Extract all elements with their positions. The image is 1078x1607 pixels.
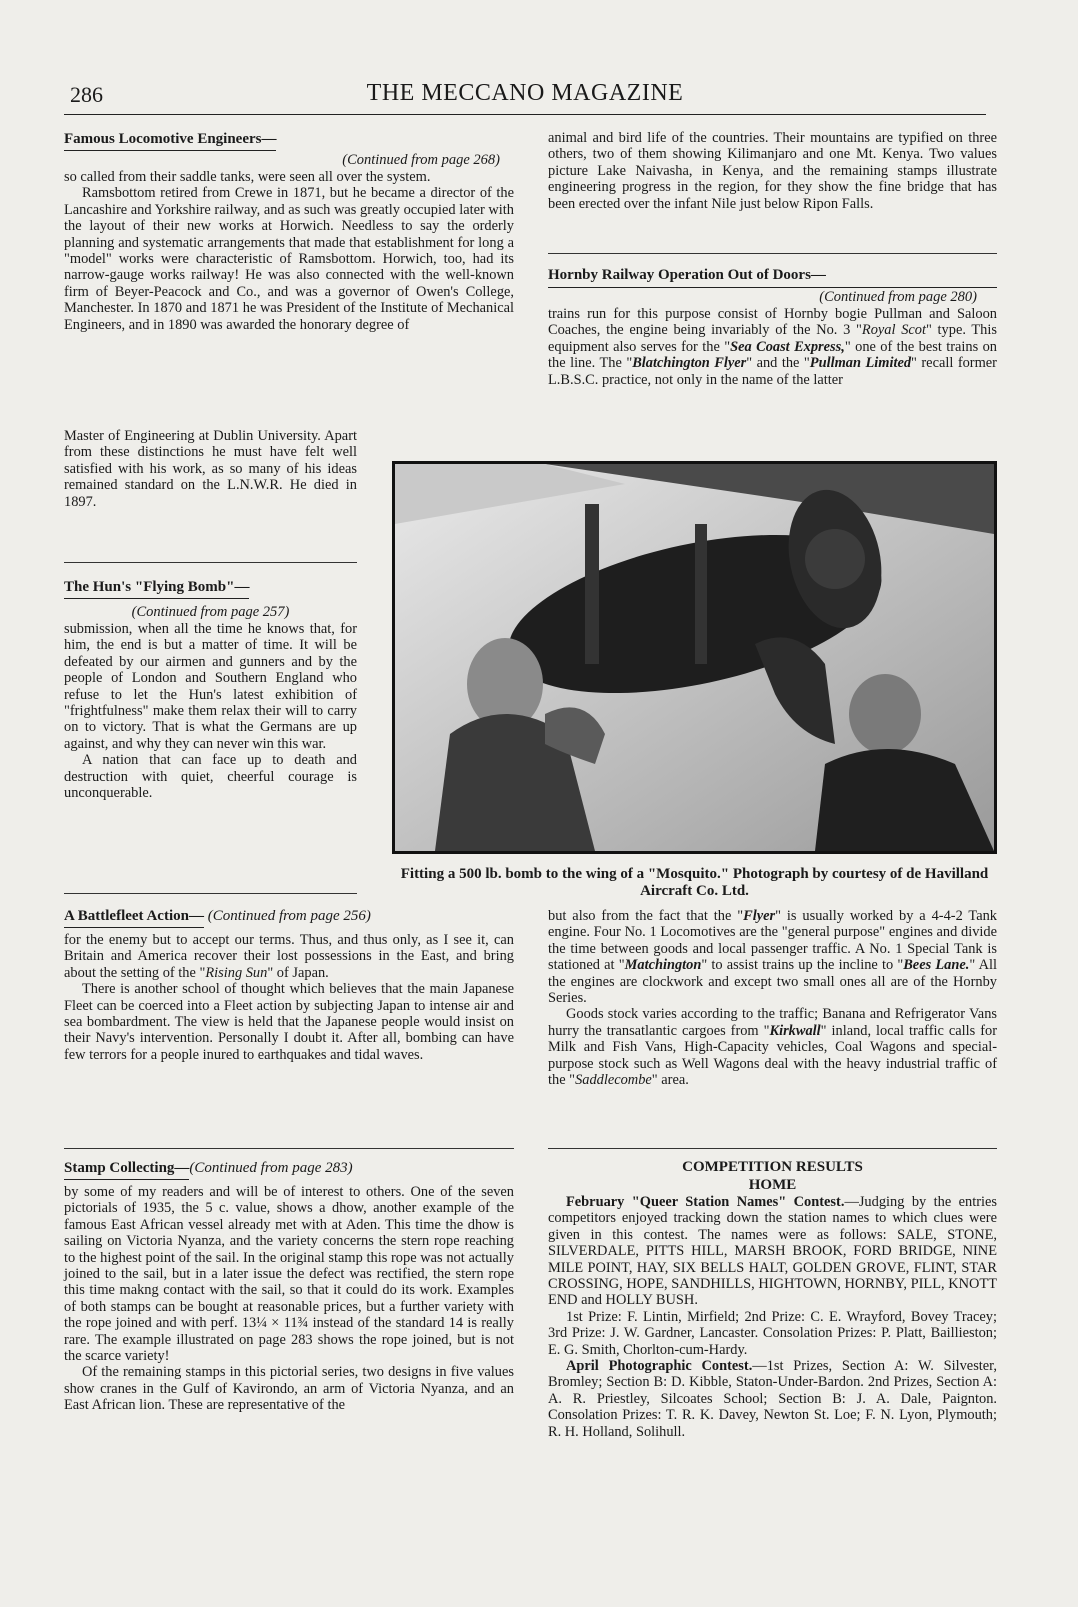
flying-bomb-heading: The Hun's "Flying Bomb"—	[64, 578, 249, 599]
locomotive-continued: (Continued from page 268)	[342, 152, 500, 168]
hornby-continued: (Continued from page 280)	[819, 289, 977, 305]
flying-bomb-paragraph: submission, when all the time he knows that, for him, the end is but a matter of time. It will be defeated by our airmen and gunners and by the people of London and Southern England who refuse to let the Hun's latest exhibition of "frightfulness" make them relax their will to carry on to victory. That is what the Germans are up against, and why they can never win this war.	[64, 621, 357, 752]
article-stamp	[64, 1159, 514, 1414]
photo-image	[395, 464, 994, 851]
locomotive-paragraph: Ramsbottom retired from Crewe in 1871, but he became a director of the Lancashire and Yorkshire railway, and as such was greatly occupied later with the layout of their new works at Horwich. Needless to say the orderly planning and systematic arrangements that made that establishment for long a "model" works were characteristic of Ramsbottom. Horwich, too, had its narrow-gauge works railway! He was also connected with the well-known firm of Beyer-Peacock and Co., and was a governor of Owen's College, Manchester. In 1870 and 1871 he was President of the Institute of Mechanical Engineers, and in 1890 was awarded the honorary degree of	[64, 185, 514, 333]
article-battlefleet	[64, 907, 514, 1063]
hornby-paragraph: Goods stock varies according to the traffic; Banana and Refrigerator Vans hurry the transatlantic cargoes from "Kirkwall" inland, local traffic calls for Milk and Fish Vans, High-Capacity vehicles, Coal Wagons and special-purpose stock such as Well Wagons deal with the heavy industrial traffic of the "Saddlecombe" area.	[548, 1006, 997, 1089]
hornby-heading: Hornby Railway Operation Out of Doors—	[548, 266, 997, 288]
photo-caption: Fitting a 500 lb. bomb to the wing of a "Mosquito." Photograph by courtesy of de Havilland Aircraft Co. Ltd.	[400, 866, 989, 899]
competition-paragraph: April Photographic Contest.—1st Prizes, Section A: W. Silvester, Bromley; Section B: D. Kibble, Staton-Under-Bardon. 2nd Prizes, Section A: A. R. Priestley, Silcoates School; Section B: J. A. Dale, Paignton. Consolation Prizes: T. R. K. Davey, Newton St. Loe; F. N. Lyon, Plymouth; R. H. Holland, Solihull.	[548, 1358, 997, 1440]
battlefleet-continued: (Continued from page 256)	[207, 908, 371, 924]
article-hornby-cont	[548, 908, 997, 1088]
locomotive-heading: Famous Locomotive Engineers—	[64, 130, 276, 151]
magazine-title: THE MECCANO MAGAZINE	[366, 80, 684, 106]
locomotive-paragraph: so called from their saddle tanks, were seen all over the system.	[64, 169, 431, 185]
column-divider	[64, 1148, 514, 1149]
locomotive-paragraph: Master of Engineering at Dublin University. Apart from these distinctions he must have felt well satisfied with his work, as so many of his ideas remained standard on the L.N.W.R. He died in 1897.	[64, 428, 357, 510]
article-competition	[548, 1158, 997, 1440]
stamp-heading: Stamp Collecting—	[64, 1159, 189, 1180]
hornby-paragraph: trains run for this purpose consist of Hornby bogie Pullman and Saloon Coaches, the engine being invariably of the No. 3 "Royal Scot" type. This equipment also serves for the "Sea Coast Express," one of the best trains on the line. The "Blatchington Flyer" and the "Pullman Limited" recall former L.B.S.C. practice, not only in the name of the latter	[548, 306, 997, 388]
page-header	[64, 80, 986, 115]
article-animal	[548, 130, 997, 212]
column-divider	[548, 253, 997, 254]
competition-paragraph: February "Queer Station Names" Contest.—Judging by the entries competitors enjoyed tracking down the station names to which clues were given in this contest. The names were as follows: SALE, STONE, SILVERDALE, PITTS HILL, MARSH BROOK, FORD BRIDGE, NINE MILE POINT, HAY, SIX BELLS HALT, GOLDEN GROVE, FLINT, STAR CROSSING, HOPE, SANDHILLS, HIGHTOWN, HORNBY, PILL, KNOTT END and HOLLY BUSH.	[548, 1194, 998, 1309]
article-flying-bomb	[64, 578, 357, 801]
column-divider	[548, 1148, 997, 1149]
flying-bomb-paragraph: A nation that can face up to death and destruction with quiet, cheerful courage is unconquerable.	[64, 752, 357, 802]
competition-paragraph: 1st Prize: F. Lintin, Mirfield; 2nd Prize: C. E. Wrayford, Bovey Tracey; 3rd Prize: J. W. Gardner, Lancaster. Consolation Prizes: P. Platt, Baillieston; E. G. Smith, Chorlton-cum-Hardy.	[548, 1308, 997, 1358]
stamp-paragraph: Of the remaining stamps in this pictorial series, two designs in five values show cranes in the Gulf of Kavirondo, an arm of Victoria Nyanza, and an East African lion. These are representative of the	[64, 1364, 514, 1414]
battlefleet-paragraph: There is another school of thought which believes that the main Japanese Fleet can be coerced into a Fleet action by subjecting Japan to intense air and sea bombardment. The view is held that the Japanese people would insist on their Navy's intervention. Personally I doubt it. After all, bombing can have few terrors for a people inured to earthquakes and tidal waves.	[64, 981, 514, 1063]
article-locomotive-cont	[64, 428, 357, 510]
animal-paragraph: animal and bird life of the countries. Their mountains are typified on three others, two of them showing Kilimanjaro and one Mt. Kenya. Two values picture Lake Naivasha, in Kenya, and the remaining stamps illustrate engineering progress in the region, for they show the fine bridge that has been erected over the infant Nile just below Ripon Falls.	[548, 130, 997, 212]
stamp-continued: (Continued from page 283)	[189, 1160, 353, 1176]
competition-title: COMPETITION RESULTS	[682, 1159, 863, 1175]
page-number: 286	[70, 82, 103, 107]
competition-subtitle: HOME	[748, 1177, 797, 1193]
column-divider	[64, 893, 357, 894]
article-hornby	[548, 266, 997, 388]
column-divider	[64, 562, 357, 563]
battlefleet-paragraph: for the enemy but to accept our terms. Thus, and thus only, as I see it, can Britain and America recover their lost possessions in the East, and bring about the setting of the "Rising Sun" of Japan.	[64, 932, 514, 981]
battlefleet-heading: A Battlefleet Action—	[64, 907, 204, 928]
article-locomotive	[64, 130, 514, 333]
hornby-paragraph: but also from the fact that the "Flyer" is usually worked by a 4-4-2 Tank engine. Four No. 1 Locomotives are the "general purpose" engines and divide the time between goods and local passenger traffic. A No. 1 Special Tank is stationed at "Matchington" to assist trains up the incline to "Bees Lane." All the engines are clockwork and except two small ones all are of the Hornby Series.	[548, 908, 997, 1007]
mosquito-bomb-photo	[392, 461, 997, 854]
flying-bomb-continued: (Continued from page 257)	[131, 604, 290, 620]
stamp-paragraph: by some of my readers and will be of interest to others. One of the seven pictorials of 1935, the 5 c. value, shows a dhow, another example of the famous East African vessel already met with at Aden. This time the dhow is sailing on Victoria Nyanza, and the variety concerns the stern rope reaching to the highest point of the sail. In the original stamp this rope was not actually joined to the sail, but in a later issue the defect was rectified, the stern rope this time makng contact with the sail, so that it could do its work. Examples of both stamps can be bought at reasonable prices, but a further variety with the rope joined and with perf. 13¼ × 11¾ instead of the standard 14 is really rare. The example illustrated on page 283 shows the rope joined, but is not the scarce variety!	[64, 1184, 514, 1365]
